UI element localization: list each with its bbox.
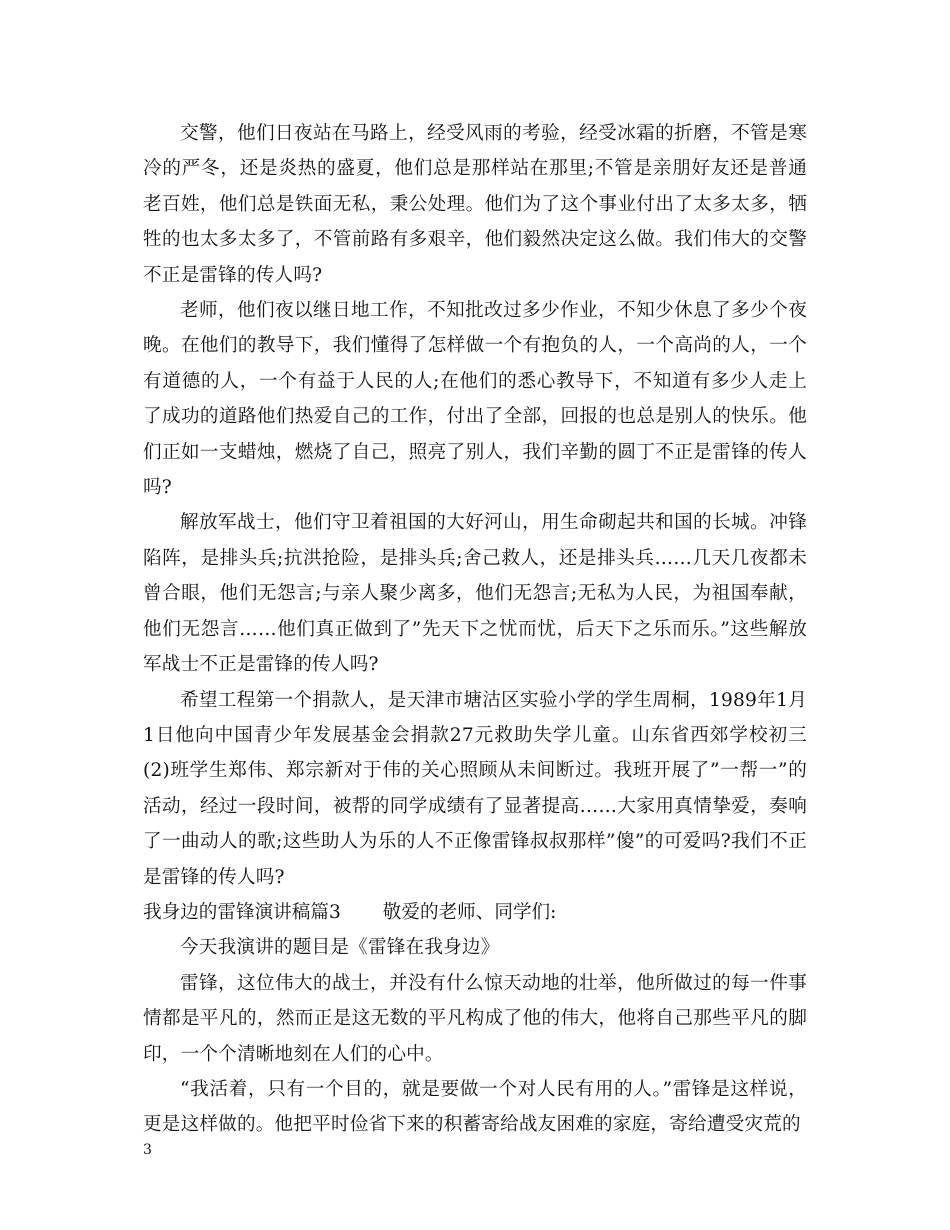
speech-greeting: 敬爱的老师、同学们: [382,901,557,923]
document-body [143,116,807,1143]
paragraph-teachers: 老师，他们夜以继日地工作，不知批改过多少作业，不知少休息了多少个夜晚。在他们的教导下，我们懂得了怎样做一个有抱负的人，一个高尚的人，一个有道德的人，一个有益于人民的人;在他们的悉心教导下，不知道有多少人走上了成功的道路他们热爱自己的工作，付出了全部，回报的也总是别人的快乐。他们正如一支蜡烛，燃烧了自己，照亮了别人，我们辛勤的圆丁不正是雷锋的传人吗? [143,300,807,499]
paragraph-hope-project: 希望工程第一个捐款人，是天津市塘沽区实验小学的学生周桐，1989年1月1日他向中国青少年发展基金会捐款27元救助失学儿童。山东省西郊学校初三(2)班学生郑伟、郑宗新对于伟的关心照顾从未间断过。我班开展了”一帮一”的活动，经过一段时间，被帮的同学成绩有了显著提高……大家用真情挚爱，奏响了一曲动人的歌;这些助人为乐的人不正像雷锋叔叔那样”傻”的可爱吗?我们不正是雷锋的传人吗? [143,689,807,888]
paragraph-lei-feng-ordinary: 雷锋，这位伟大的战士，并没有什么惊天动地的壮举，他所做过的每一件事情都是平凡的，然而正是这无数的平凡构成了他的伟大，他将自己那些平凡的脚印，一个个清晰地刻在人们的心中。 [143,972,807,1065]
page-number: 3 [143,1142,152,1158]
paragraph-traffic-police: 交警，他们日夜站在马路上，经受风雨的考验，经受冰霜的折磨，不管是寒冷的严冬，还是炎热的盛夏，他们总是那样站在那里;不管是亲朋好友还是普通老百姓，他们总是铁面无私，秉公处理。他们为了这个事业付出了太多太多，牺牲的也太多太多了，不管前路有多艰辛，他们毅然决定这么做。我们伟大的交警不正是雷锋的传人吗? [143,123,807,286]
section-title: 我身边的雷锋演讲稿篇3 [143,901,341,923]
paragraph-soldiers: 解放军战士，他们守卫着祖国的大好河山，用生命砌起共和国的长城。冲锋陷阵，是排头兵;抗洪抢险，是排头兵;舍己救人，还是排头兵……几天几夜都未曾合眼，他们无怨言;与亲人聚少离多，他们无怨言;无私为人民，为祖国奉献，他们无怨言……他们真正做到了”先天下之忧而忧，后天下之乐而乐。”这些解放军战士不正是雷锋的传人吗? [143,512,807,676]
section-heading-line [143,895,807,930]
paragraph-speech-topic: 今天我演讲的题目是《雷锋在我身边》 [180,937,500,959]
paragraph-lei-feng-quote: “我活着，只有一个目的，就是要做一个对人民有用的人。”雷锋是这样说，更是这样做的。他把平时俭省下来的积蓄寄给战友困难的家庭，寄给遭受灾荒的 [143,1078,807,1136]
